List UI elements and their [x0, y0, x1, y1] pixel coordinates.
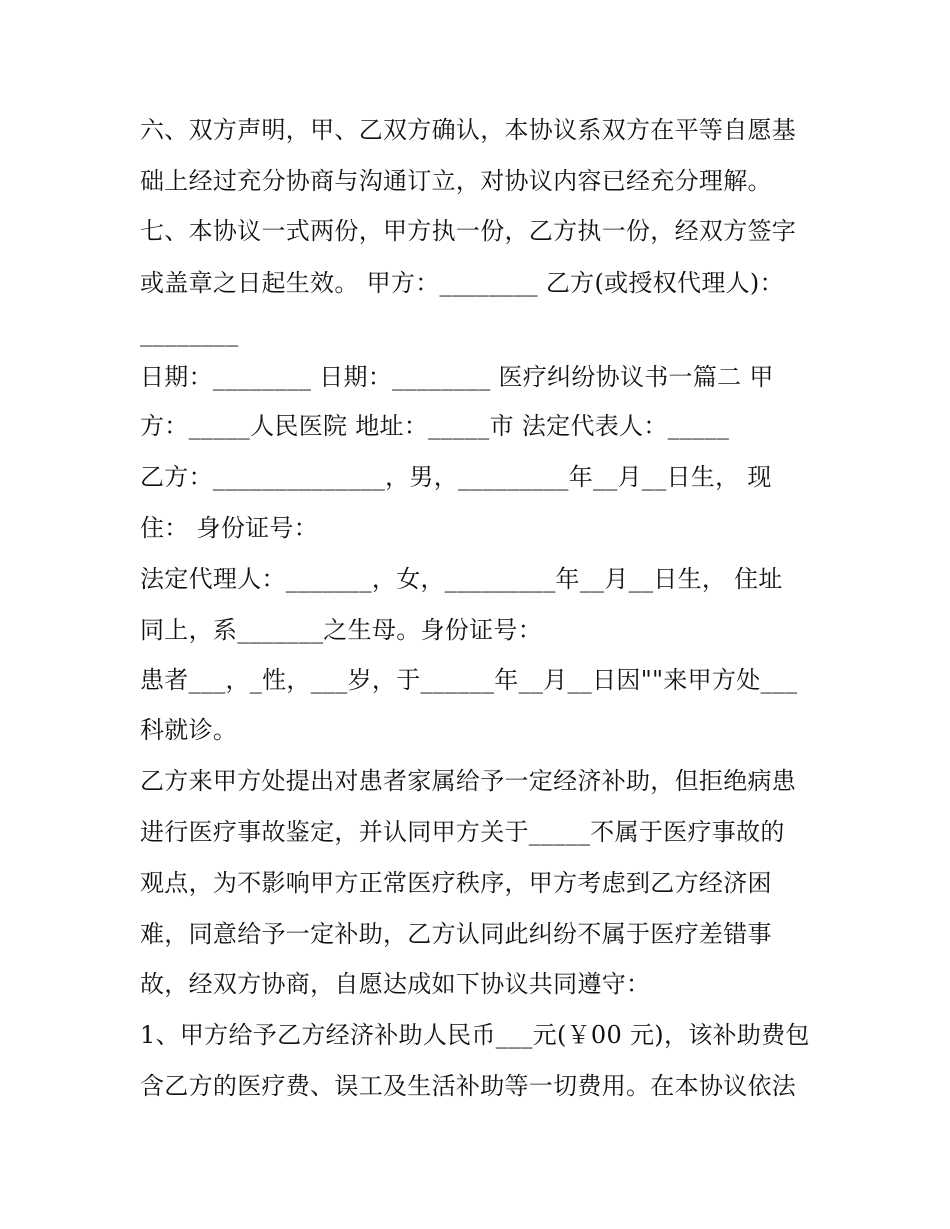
text-line: 故，经双方协商，自愿达成如下协议共同遵守：: [140, 970, 651, 998]
text-line: 难，同意给予一定补助，乙方认同此纠纷不属于医疗差错事: [140, 920, 772, 948]
text-line: 观点，为不影响甲方正常医疗秩序，甲方考虑到乙方经济困: [140, 869, 772, 897]
text-line: 科就诊。: [140, 716, 238, 744]
text-line: 七、本协议一式两份，甲方执一份，乙方执一份，经双方签字: [140, 217, 797, 245]
text-line: 六、双方声明，甲、乙双方确认，本协议系双方在平等自愿基: [140, 116, 797, 144]
text-line: 1、甲方给予乙方经济补助人民币___元(￥00 元)，该补助费包: [140, 1021, 810, 1049]
text-line: 含乙方的医疗费、误工及生活补助等一切费用。在本协议依法: [140, 1072, 797, 1100]
text-line: ________: [140, 319, 239, 347]
text-line: 同上，系_______之生母。身份证号：: [140, 616, 542, 644]
text-line: 日期：________ 日期：________ 医疗纠纷协议书一篇二 甲: [140, 363, 774, 391]
text-line: 住： 身份证号：: [140, 514, 319, 542]
text-line: 方：_____人民医院 地址：_____市 法定代表人：_____: [140, 412, 730, 440]
text-line: 乙方来甲方处提出对患者家属给予一定经济补助，但拒绝病患: [140, 767, 797, 795]
text-line: 或盖章之日起生效。 甲方：________ 乙方(或授权代理人)：: [140, 269, 784, 297]
text-line: 进行医疗事故鉴定，并认同甲方关于_____不属于医疗事故的: [140, 818, 785, 846]
text-line: 法定代理人：_______，女，_________年__月__日生， 住址: [140, 565, 783, 593]
text-line: 患者___，_性，___岁，于______年__月__日因""来甲方处___: [140, 666, 798, 694]
text-line: 乙方：______________，男，_________年__月__日生， 现: [140, 463, 772, 491]
text-line: 础上经过充分协商与沟通订立，对协议内容已经充分理解。: [140, 167, 772, 195]
